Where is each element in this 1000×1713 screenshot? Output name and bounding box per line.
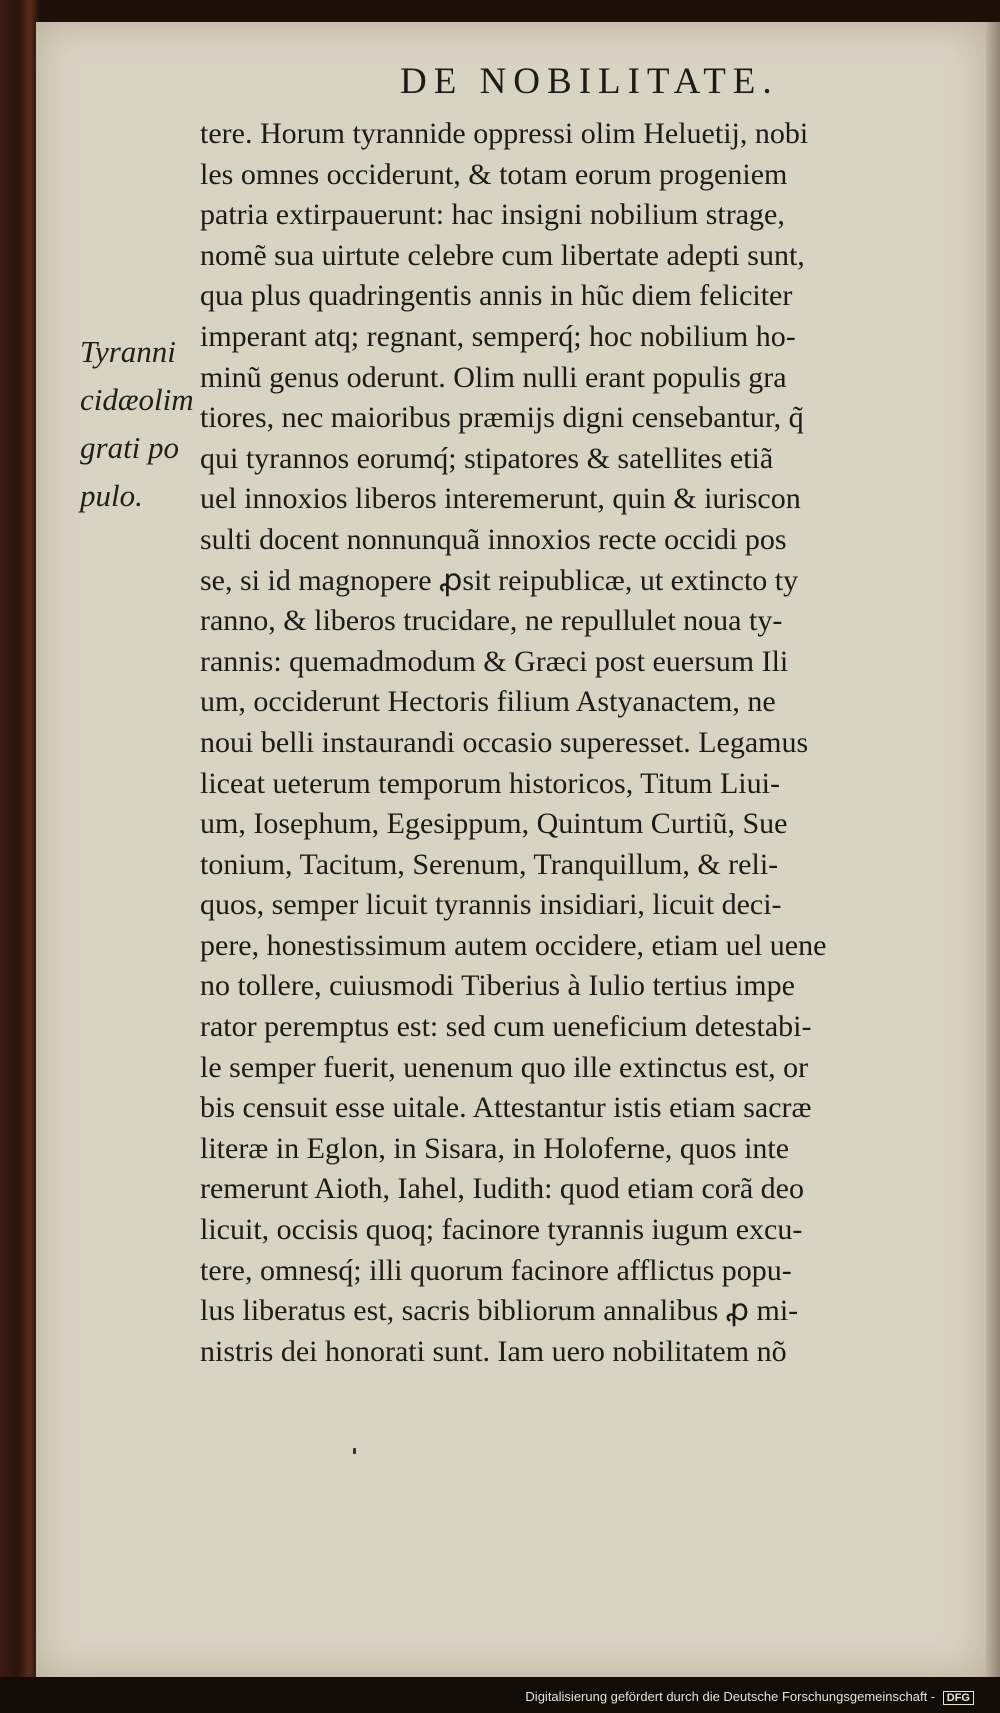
text-line: noui belli instaurandi occasio superesset. Legamus [200, 725, 809, 759]
body-text [200, 114, 975, 1372]
ink-speck [353, 1448, 356, 1454]
text-line: uel innoxios liberos interemerunt, quin & iuriscon [200, 482, 801, 516]
text-line: literæ in Eglon, in Sisara, in Holoferne, quos inte [200, 1131, 790, 1165]
margin-note-line: grati po [80, 430, 180, 465]
text-line: bis censuit esse uitale. Attestantur istis etiam sacræ [200, 1091, 812, 1125]
text-line: sulti docent nonnunquã innoxios recte occidi pos [200, 522, 787, 556]
text-line: rator peremptus est: sed cum ueneficium detestabi- [200, 1010, 812, 1044]
text-line: rannis: quemadmodum & Græci post euersum Ili [200, 644, 789, 678]
text-line: qua plus quadringentis annis in hũc diem feliciter [200, 279, 793, 313]
text-line: remerunt Aioth, Iahel, Iudith: quod etiam corã deo [200, 1172, 804, 1206]
digitization-footer [0, 1677, 1000, 1713]
text-line: licuit, occisis quoq; facinore tyrannis iugum excu- [200, 1213, 803, 1247]
text-line: qui tyrannos eorumq́; stipatores & satellites etiã [200, 441, 774, 475]
text-line: nomẽ sua uirtute celebre cum libertate adepti sunt, [200, 238, 805, 272]
text-line: tonium, Tacitum, Serenum, Tranquillum, & reli- [200, 847, 779, 881]
margin-note-line: cidæolim [80, 382, 194, 417]
text-line: minũ genus oderunt. Olim nulli erant populis gra [200, 360, 787, 394]
margin-note [80, 328, 210, 520]
margin-note-line: pulo. [80, 478, 143, 513]
text-line: le semper fuerit, uenenum quo ille extinctus est, or [200, 1050, 809, 1084]
dfg-logo: DFG [943, 1691, 974, 1705]
text-line: um, occiderunt Hectoris filium Astyanactem, ne [200, 685, 776, 719]
margin-note-line: Tyranni [80, 334, 176, 369]
text-line: um, Iosephum, Egesippum, Quintum Curtiũ, Sue [200, 807, 788, 841]
text-line: nistris dei honorati sunt. Iam uero nobilitatem nõ [200, 1334, 787, 1368]
footer-credit: Digitalisierung gefördert durch die Deutsche Forschungsgemeinschaft - [525, 1689, 936, 1705]
text-line: imperant atq; regnant, semperq́; hoc nobilium ho- [200, 319, 796, 353]
text-line: pere, honestissimum autem occidere, etiam uel uene [200, 928, 827, 962]
text-line: liceat ueterum temporum historicos, Titum Liui- [200, 766, 780, 800]
text-line: quos, semper licuit tyrannis insidiari, licuit deci- [200, 888, 782, 922]
text-line: ranno, & liberos trucidare, ne repullulet noua ty- [200, 604, 783, 638]
running-head: DE NOBILITATE. [400, 61, 779, 102]
page-edge [986, 22, 1000, 1677]
text-line: tere, omnesq́; illi quorum facinore afflictus popu- [200, 1253, 792, 1287]
text-line: lus liberatus est, sacris bibliorum annalibus ꝓ mi- [200, 1294, 799, 1328]
text-line: tiores, nec maioribus præmijs digni censebantur, q̃ [200, 401, 804, 435]
footer-credit-wrap [525, 1689, 974, 1705]
text-line: les omnes occiderunt, & totam eorum progeniem [200, 157, 788, 191]
text-line: tere. Horum tyrannide oppressi olim Heluetij, nobi [200, 117, 809, 150]
text-line: se, si id magnopere ꝓsit reipublicæ, ut extincto ty [200, 563, 799, 597]
text-line: patria extirpauerunt: hac insigni nobilium strage, [200, 198, 785, 232]
text-line: no tollere, cuiusmodi Tiberius à Iulio tertius impe [200, 969, 795, 1003]
